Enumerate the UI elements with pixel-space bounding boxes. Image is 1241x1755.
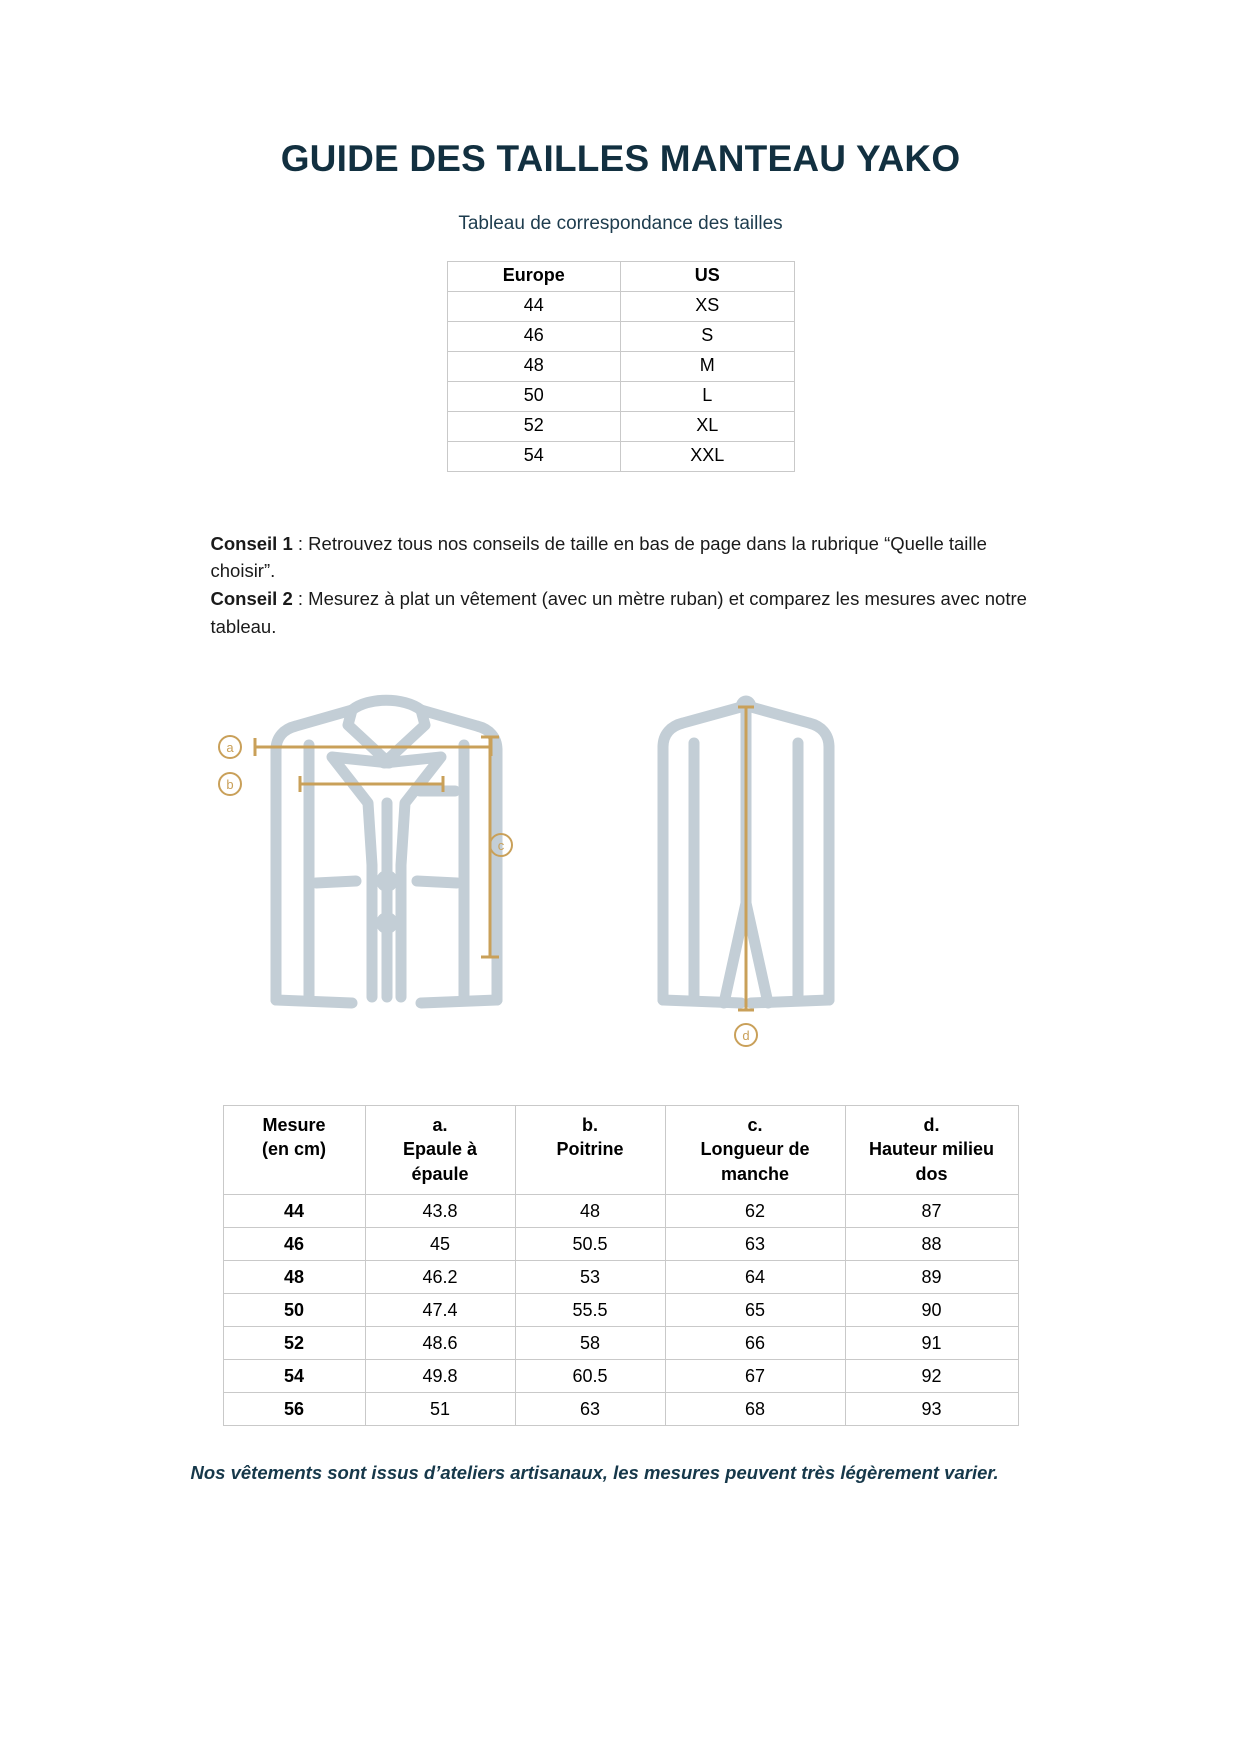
page-subtitle: Tableau de correspondance des tailles: [458, 212, 783, 234]
cell-size: 46: [223, 1228, 365, 1261]
column-header-poitrine: [515, 1105, 665, 1194]
cell-manche: 66: [665, 1327, 845, 1360]
header-line-1: d.: [923, 1114, 940, 1135]
cell-europe: 48: [447, 351, 621, 381]
cell-europe: 52: [447, 411, 621, 441]
cell-manche: 68: [665, 1393, 845, 1426]
header-line-2: Poitrine: [556, 1139, 624, 1160]
cell-epaule: 46.2: [365, 1261, 515, 1294]
cell-us: XXL: [621, 441, 795, 471]
correspondence-table: [447, 261, 795, 472]
button-upper-icon: [376, 870, 398, 892]
table-row: [447, 321, 794, 351]
table-row: [447, 441, 794, 471]
header-line-3: dos: [915, 1164, 948, 1185]
table-row: [223, 1228, 1018, 1261]
header-line-2: Epaule à: [402, 1139, 478, 1160]
cell-size: 52: [223, 1327, 365, 1360]
svg-text:d: d: [742, 1027, 750, 1043]
column-header-epaule: [365, 1105, 515, 1194]
cell-size: 50: [223, 1294, 365, 1327]
cell-epaule: 45: [365, 1228, 515, 1261]
marker-d-icon: [735, 1024, 757, 1046]
header-line-1: Mesure: [262, 1114, 326, 1135]
cell-us: L: [621, 381, 795, 411]
header-line-3: épaule: [411, 1164, 469, 1185]
cell-dos: 89: [845, 1261, 1018, 1294]
marker-b-icon: [219, 773, 241, 795]
table-row: [447, 411, 794, 441]
tip-1-text: : Retrouvez tous nos conseils de taille en bas de page dans la rubrique “Quelle taille choisir”.: [210, 532, 987, 582]
cell-epaule: 47.4: [365, 1294, 515, 1327]
tip-2-text: : Mesurez à plat un vêtement (avec un mètre ruban) et comparez les mesures avec notre tableau.: [210, 588, 1027, 637]
page-title: GUIDE DES TAILLES MANTEAU YAKO: [280, 138, 961, 179]
table-row: [223, 1195, 1018, 1228]
tip-1-label: Conseil 1: [210, 532, 293, 554]
marker-a-icon: [219, 736, 241, 758]
cell-poitrine: 60.5: [515, 1360, 665, 1393]
cell-epaule: 43.8: [365, 1195, 515, 1228]
table-row: [223, 1360, 1018, 1393]
tip-2: [211, 585, 1031, 641]
cell-poitrine: 50.5: [515, 1228, 665, 1261]
table-row: [447, 351, 794, 381]
cell-manche: 63: [665, 1228, 845, 1261]
svg-text:c: c: [497, 837, 505, 853]
cell-poitrine: 63: [515, 1393, 665, 1426]
tip-1: [211, 530, 1031, 586]
cell-dos: 90: [845, 1294, 1018, 1327]
cell-manche: 65: [665, 1294, 845, 1327]
table-row: [447, 381, 794, 411]
measurements-table: [223, 1105, 1019, 1426]
header-line-2: Longueur de: [700, 1139, 810, 1160]
column-header-europe: Europe: [447, 261, 621, 291]
header-line-2: Hauteur milieu: [868, 1139, 995, 1160]
cell-size: 44: [223, 1195, 365, 1228]
cell-poitrine: 48: [515, 1195, 665, 1228]
table-row: [223, 1294, 1018, 1327]
column-header-mesure: [223, 1105, 365, 1194]
column-header-us: US: [621, 261, 795, 291]
cell-europe: 44: [447, 291, 621, 321]
table-row: [223, 1261, 1018, 1294]
cell-dos: 92: [845, 1360, 1018, 1393]
cell-dos: 91: [845, 1327, 1018, 1360]
column-header-hauteur-milieu-dos: [845, 1105, 1018, 1194]
cell-manche: 67: [665, 1360, 845, 1393]
cell-size: 48: [223, 1261, 365, 1294]
correspondence-table-body: [447, 291, 794, 471]
button-lower-icon: [376, 912, 398, 934]
cell-epaule: 49.8: [365, 1360, 515, 1393]
header-line-1: c.: [747, 1114, 763, 1135]
cell-europe: 46: [447, 321, 621, 351]
footnote: Nos vêtements sont issus d’ateliers artisanaux, les mesures peuvent très légèrement varier.: [190, 1462, 999, 1484]
header-line-1: a.: [432, 1114, 448, 1135]
cell-manche: 64: [665, 1261, 845, 1294]
cell-size: 56: [223, 1393, 365, 1426]
header-line-1: b.: [582, 1114, 598, 1135]
table-header-row: [447, 261, 794, 291]
cell-size: 54: [223, 1360, 365, 1393]
cell-dos: 88: [845, 1228, 1018, 1261]
cell-dos: 93: [845, 1393, 1018, 1426]
table-row: [223, 1393, 1018, 1426]
cell-epaule: 51: [365, 1393, 515, 1426]
cell-epaule: 48.6: [365, 1327, 515, 1360]
cell-us: XS: [621, 291, 795, 321]
cell-europe: 54: [447, 441, 621, 471]
cell-dos: 87: [845, 1195, 1018, 1228]
cell-us: XL: [621, 411, 795, 441]
measurements-table-container: [0, 1105, 1241, 1426]
measurements-table-body: [223, 1195, 1018, 1426]
cell-manche: 62: [665, 1195, 845, 1228]
correspondence-table-container: [0, 261, 1241, 472]
header-line-3: manche: [720, 1164, 790, 1185]
cell-us: M: [621, 351, 795, 381]
garment-illustration: [0, 685, 1241, 1075]
column-header-longueur-manche: [665, 1105, 845, 1194]
cell-poitrine: 53: [515, 1261, 665, 1294]
svg-text:b: b: [226, 776, 234, 792]
header-line-2: (en cm): [261, 1139, 326, 1160]
cell-us: S: [621, 321, 795, 351]
correspondence-table-head: [447, 261, 794, 291]
cell-poitrine: 55.5: [515, 1294, 665, 1327]
table-row: [223, 1327, 1018, 1360]
measure-line-d: [738, 707, 754, 1010]
measurements-table-head: [223, 1105, 1018, 1194]
garment-illustration-svg: [0, 685, 1241, 1075]
cell-poitrine: 58: [515, 1327, 665, 1360]
cell-europe: 50: [447, 381, 621, 411]
tip-2-label: Conseil 2: [210, 588, 293, 610]
table-header-row: [223, 1105, 1018, 1194]
svg-text:a: a: [226, 739, 234, 755]
table-row: [447, 291, 794, 321]
tips-section: [211, 472, 1031, 641]
